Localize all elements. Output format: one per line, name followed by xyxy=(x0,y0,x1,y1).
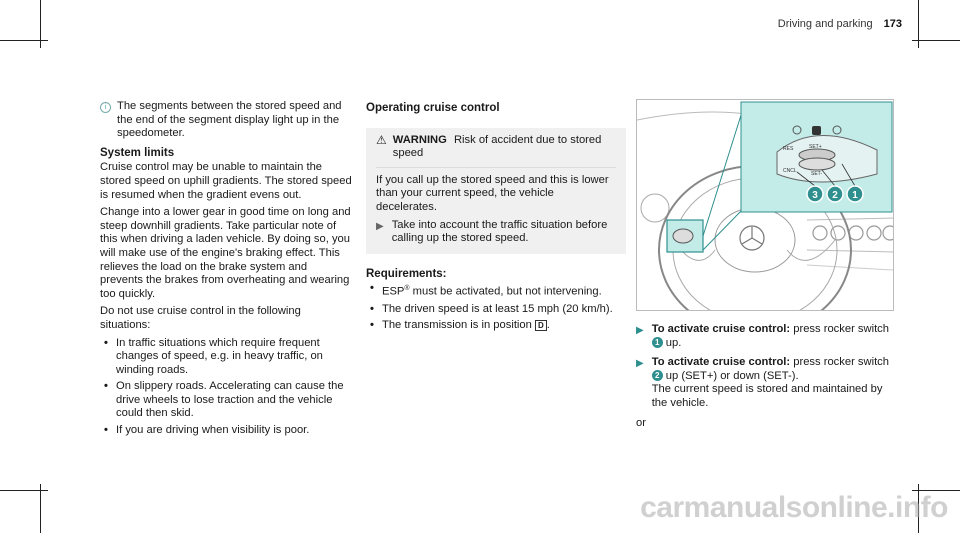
step-note: The current speed is stored and maintained by the vehicle. xyxy=(651,383,883,409)
crop-mark xyxy=(0,490,48,491)
list-item: • If you are driving when visibility is poor. xyxy=(116,424,352,438)
instruction-step-1: ▶ To activate cruise control: press rocker switch 1 up. xyxy=(636,323,889,349)
list-item: • ESP® must be activated, but not intervening. xyxy=(382,282,626,299)
section-title: Driving and parking xyxy=(777,18,873,30)
note-text: The segments between the stored speed and the end of the segment display light up in the speedometer. xyxy=(117,100,342,140)
gear-d-symbol: D xyxy=(535,320,547,331)
warning-label: WARNING xyxy=(392,133,447,146)
svg-text:3: 3 xyxy=(812,190,818,201)
callout-number: 2 xyxy=(652,370,663,381)
list-item: • In traffic situations which require frequent changes of speed, e.g. in heavy traffic, on winding roads. xyxy=(116,337,352,378)
list-item: • The driven speed is at least 15 mph (20 km/h). xyxy=(382,303,626,317)
warning-step xyxy=(376,219,616,246)
requirements-heading: Requirements: xyxy=(366,267,447,280)
or-text: or xyxy=(636,416,646,429)
list-item: • On slippery roads. Accelerating can cause the drive wheels to lose traction and the vehicle could then skid. xyxy=(116,380,352,421)
svg-text:2: 2 xyxy=(832,190,838,201)
warning-step-text: Take into account the traffic situation before calling up the stored speed. xyxy=(391,218,608,245)
info-note xyxy=(100,100,352,145)
callout-3 xyxy=(807,186,823,202)
cncl-label: CNCL xyxy=(783,168,797,174)
list-item: • The transmission is in position D . xyxy=(382,319,626,333)
warning-header xyxy=(376,134,616,161)
crop-mark xyxy=(912,40,960,41)
warning-triangle-icon: ⚠ xyxy=(376,132,387,147)
paragraph: Change into a lower gear in good time on long and steep downhill gradients. Take particular note of this when driving a laden vehicle. By doing so, you will make use of the engine's braking effect. This relieves the load on the brake system and prevents the brakes from overheating and wearing too quickly. xyxy=(100,206,351,300)
watermark: carmanualsonline.info xyxy=(640,491,948,524)
step-arrow-icon: ▶ xyxy=(636,358,644,370)
paragraph: Cruise control may be unable to maintain the stored speed on uphill gradients. The stored speed is resumed when the gradient evens out. xyxy=(100,161,352,201)
page-header xyxy=(778,18,902,30)
paragraph: Do not use cruise control in the following situations: xyxy=(100,305,301,331)
callout-2 xyxy=(827,186,843,202)
system-limits-heading: System limits xyxy=(100,146,175,159)
set-minus-label: SET- xyxy=(811,171,823,177)
situations-list xyxy=(100,337,352,438)
callout-1 xyxy=(847,186,863,202)
instruction-step-2: ▶ To activate cruise control: press rocker switch 2 up (SET+) or down (SET-). The current speed is stored and maintained by the vehicle. xyxy=(636,356,889,409)
column-left xyxy=(100,100,352,441)
callout-number: 1 xyxy=(652,337,663,348)
section-heading: Operating cruise control xyxy=(366,102,500,114)
steering-wheel-illustration xyxy=(636,99,894,311)
step-arrow-icon: ▶ xyxy=(636,325,644,336)
svg-text:1: 1 xyxy=(852,190,858,201)
crop-mark xyxy=(40,484,41,533)
set-plus-label: SET+ xyxy=(809,144,822,150)
warning-body: If you call up the stored speed and this is lower than your current speed, the vehicle decelerates. xyxy=(376,173,609,213)
column-middle xyxy=(366,100,626,336)
warning-box xyxy=(366,128,626,254)
info-icon: i xyxy=(100,102,111,113)
res-label: RES xyxy=(783,146,794,152)
step-arrow-icon: ▶ xyxy=(376,220,384,232)
column-right xyxy=(636,99,892,434)
requirements-list xyxy=(366,282,626,333)
warning-text: Risk of accident due to stored speed xyxy=(392,133,602,160)
steering-wheel-svg xyxy=(637,100,893,310)
crop-mark xyxy=(0,40,48,41)
page-number: 173 xyxy=(883,18,902,30)
